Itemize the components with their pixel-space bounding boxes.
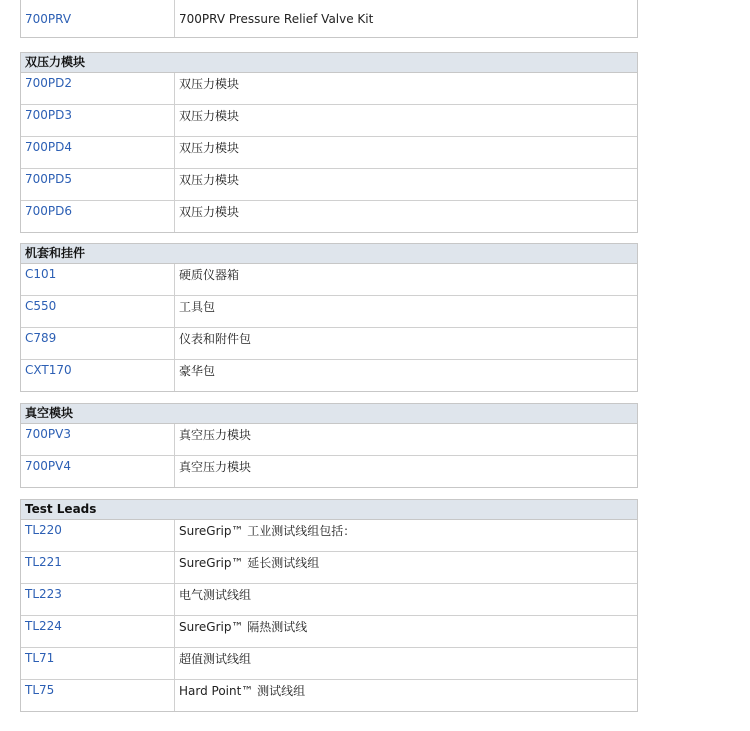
product-description: 超值测试线组: [179, 652, 252, 666]
product-code-link[interactable]: 700PV4: [21, 456, 175, 487]
product-code-link[interactable]: 700PD4: [21, 137, 175, 168]
product-description: 电气测试线组: [179, 588, 252, 602]
product-description: 双压力模块: [179, 77, 240, 91]
product-description: 仪表和附件包: [179, 332, 252, 346]
group-table: [20, 403, 638, 488]
product-description: 双压力模块: [179, 141, 240, 155]
product-description: Hard Point™ 测试线组: [179, 684, 306, 698]
product-description: SureGrip™ 隔热测试线: [179, 620, 308, 634]
group-table: [20, 52, 638, 233]
product-code-link[interactable]: TL71: [21, 648, 175, 679]
table-row: [21, 648, 637, 680]
product-code-link[interactable]: 700PD2: [21, 73, 175, 104]
table-row: [21, 584, 637, 616]
table-row: [21, 73, 637, 105]
table-row: [21, 328, 637, 360]
product-code-link[interactable]: C550: [21, 296, 175, 327]
table-row: [21, 520, 637, 552]
product-code-link[interactable]: TL220: [21, 520, 175, 551]
table-row: [21, 424, 637, 456]
group-table: [20, 499, 638, 712]
product-description: SureGrip™ 延长测试线组: [179, 556, 320, 570]
product-code-link[interactable]: TL224: [21, 616, 175, 647]
product-description: 双压力模块: [179, 205, 240, 219]
product-description: 真空压力模块: [179, 428, 252, 442]
product-code-link[interactable]: TL223: [21, 584, 175, 615]
product-description: SureGrip™ 工业测试线组包括：: [179, 524, 356, 538]
product-description: 硬质仪器箱: [179, 268, 240, 282]
group-header: 机套和挂件: [21, 244, 637, 264]
product-code-link[interactable]: 700PD5: [21, 169, 175, 200]
product-code-link[interactable]: 700PD3: [21, 105, 175, 136]
product-description: 双压力模块: [179, 173, 240, 187]
table-row: [21, 616, 637, 648]
table-row: [21, 552, 637, 584]
product-code-link[interactable]: 700PRV: [21, 0, 175, 37]
product-code-link[interactable]: C101: [21, 264, 175, 295]
product-description: 工具包: [179, 300, 216, 314]
product-code-link[interactable]: TL75: [21, 680, 175, 711]
table-row: [21, 264, 637, 296]
product-description: 豪华包: [179, 364, 216, 378]
product-description: 真空压力模块: [179, 460, 252, 474]
table-row: [21, 201, 637, 232]
table-row: [21, 456, 637, 487]
table-row: [21, 105, 637, 137]
group-header: 双压力模块: [21, 53, 637, 73]
table-row: [21, 137, 637, 169]
group-header: Test Leads: [21, 500, 637, 520]
table-row: [21, 680, 637, 711]
product-description: 双压力模块: [179, 109, 240, 123]
product-code-link[interactable]: TL221: [21, 552, 175, 583]
table-row: [21, 360, 637, 391]
table-row: [21, 0, 637, 37]
group-table: [20, 243, 638, 392]
product-description: 700PRV Pressure Relief Valve Kit: [179, 12, 374, 26]
group-header: 真空模块: [21, 404, 637, 424]
product-code-link[interactable]: CXT170: [21, 360, 175, 391]
table-row: [21, 296, 637, 328]
top-table: [20, 0, 638, 38]
table-row: [21, 169, 637, 201]
product-code-link[interactable]: 700PV3: [21, 424, 175, 455]
product-code-link[interactable]: 700PD6: [21, 201, 175, 232]
product-code-link[interactable]: C789: [21, 328, 175, 359]
